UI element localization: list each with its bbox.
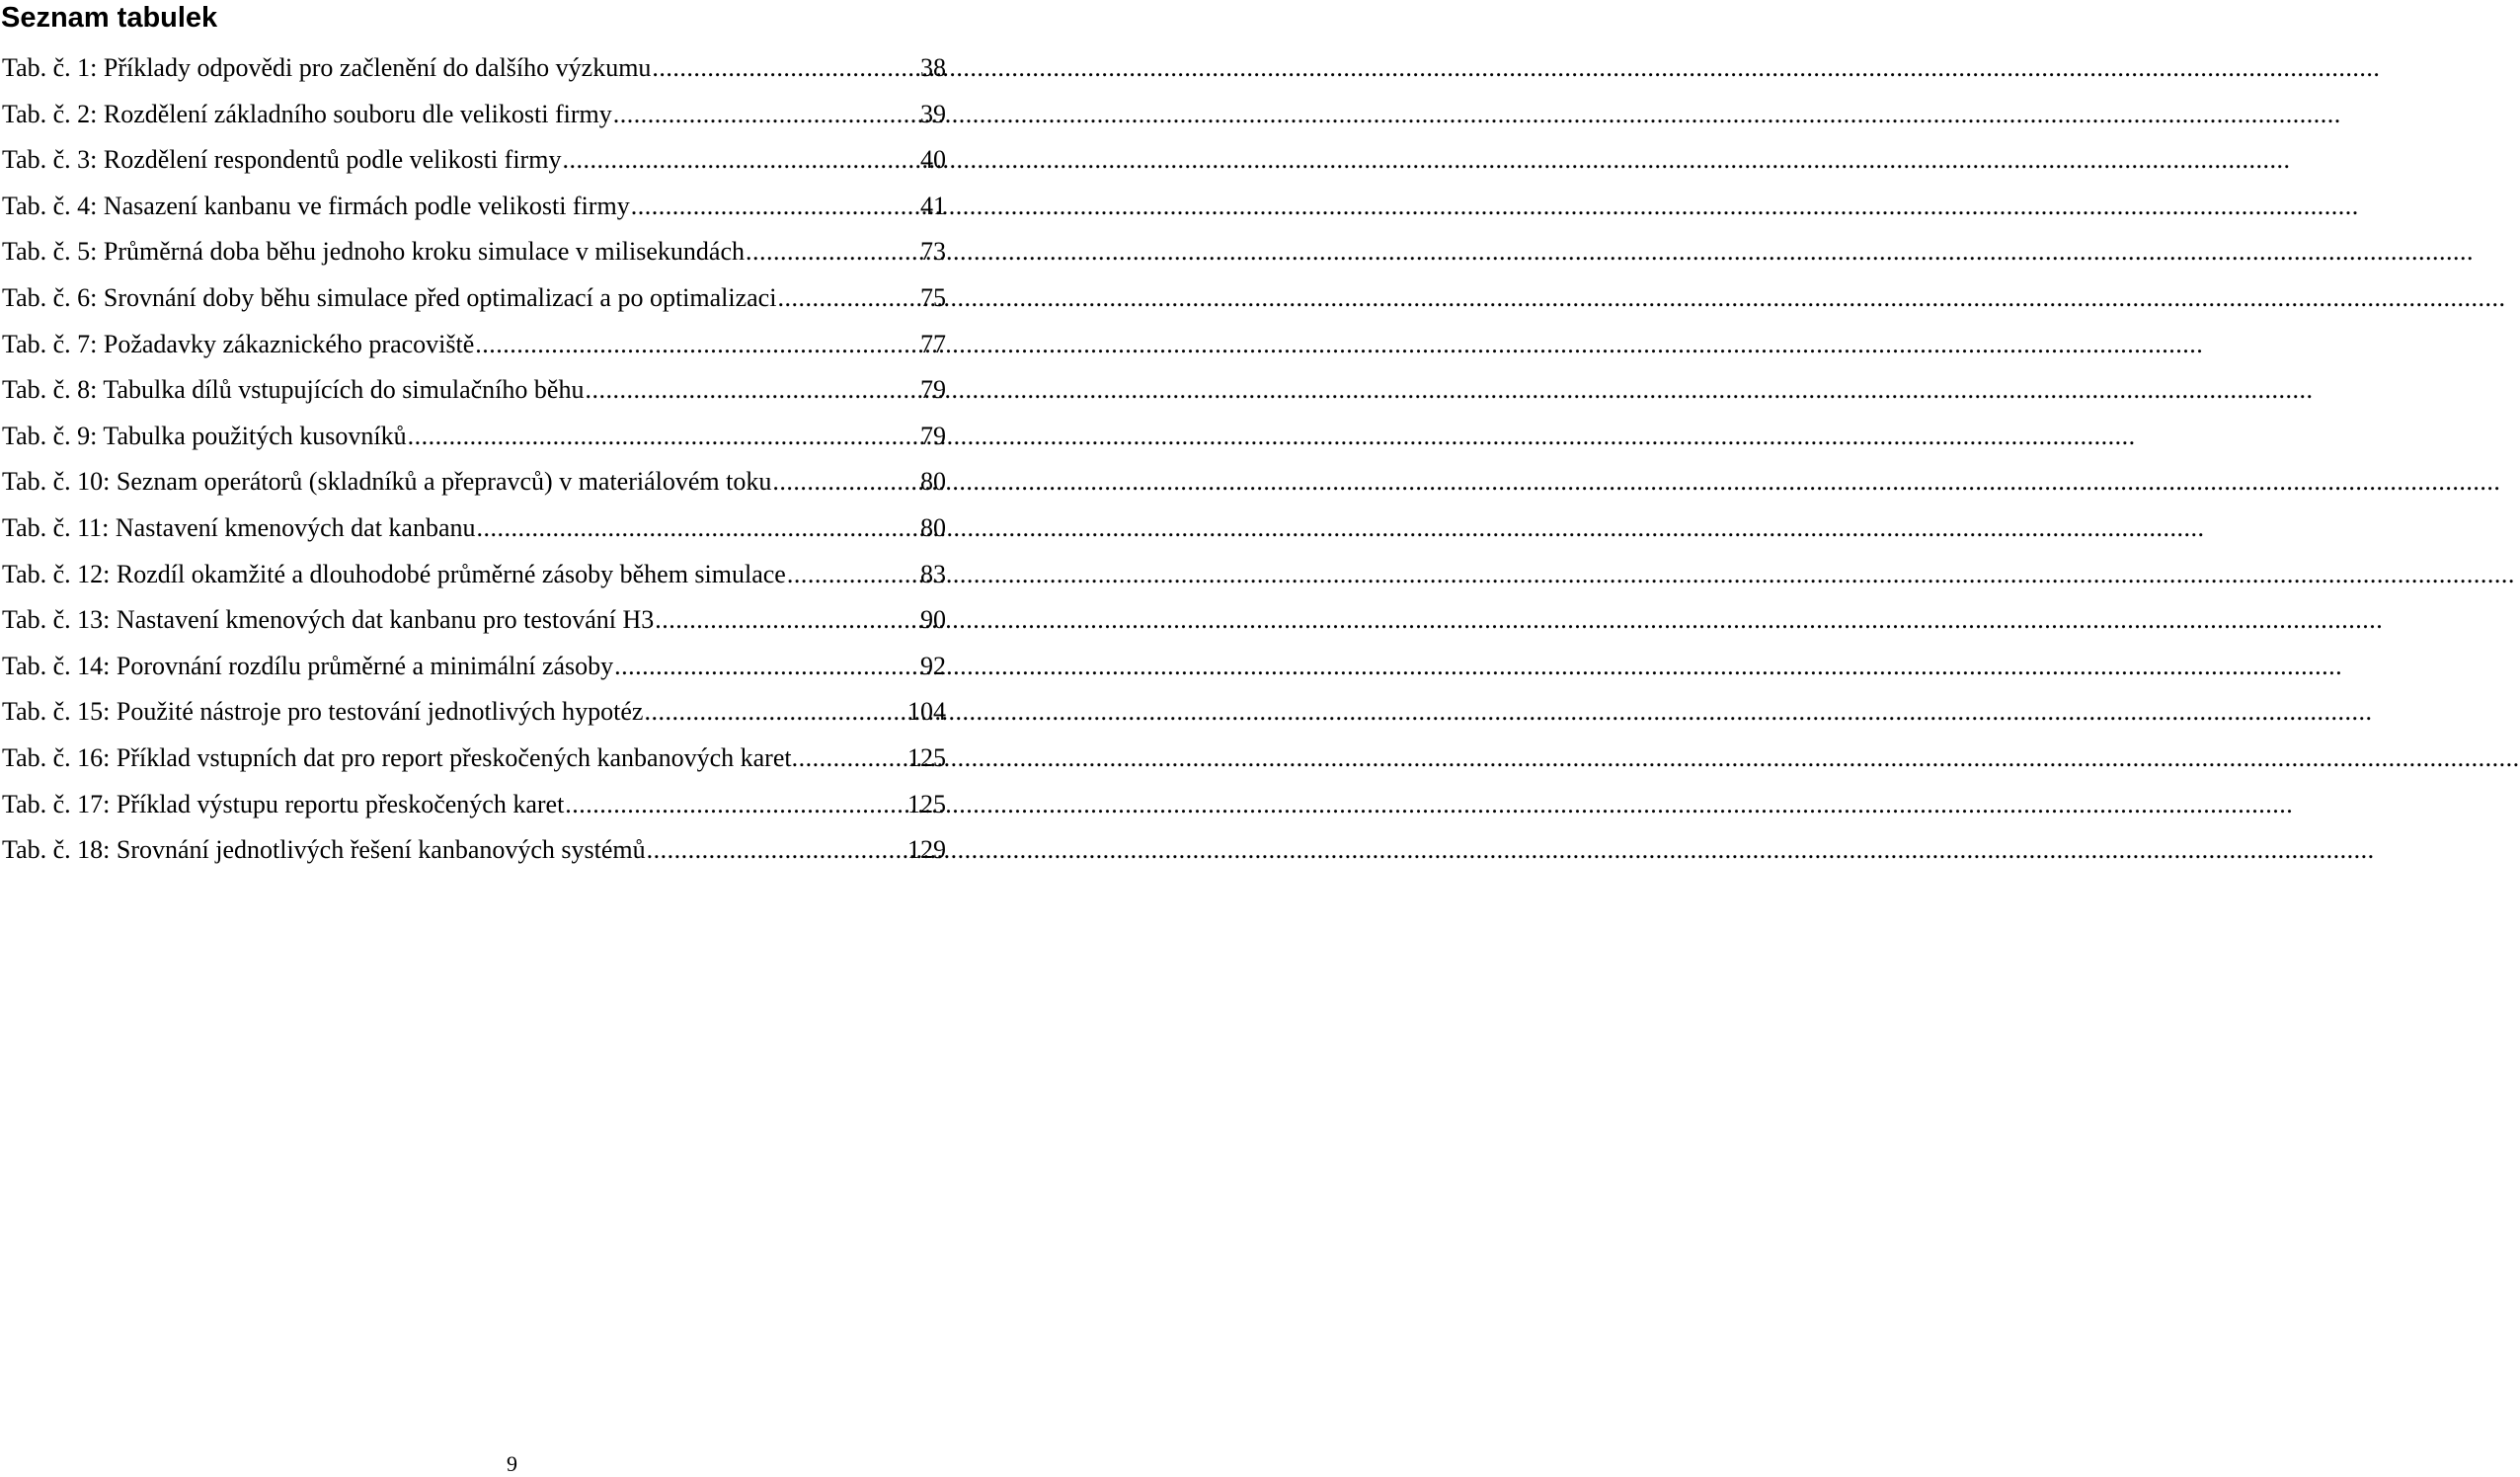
toc-entry[interactable] [0,184,948,230]
toc-entry-page: 125 [907,742,946,772]
toc-entry-page: 75 [920,282,946,312]
toc-entry[interactable] [0,459,948,505]
toc-entry-page: 38 [920,53,946,82]
toc-entry-label: Tab. č. 12: Rozdíl okamžité a dlouhodobé průměrné zásoby během simulace [2,559,786,588]
dot-leader [655,597,919,644]
dot-leader [644,689,906,736]
toc-entry-page: 92 [920,651,946,680]
toc-entry-page: 125 [907,789,946,818]
toc-entry-page: 80 [920,512,946,542]
toc-entry-label: Tab. č. 6: Srovnání doby běhu simulace před optimalizací a po optimalizaci [2,282,777,312]
toc-entry[interactable] [0,736,948,782]
toc-entry-page: 80 [920,467,946,497]
toc-entry[interactable] [0,782,948,828]
dot-leader [787,552,919,598]
dot-leader [585,367,919,414]
toc-entry-label: Tab. č. 1: Příklady odpovědi pro začlenění do dalšího výzkumu [2,53,652,82]
toc-entry-page: 39 [920,99,946,128]
toc-entry-page: 104 [907,697,946,727]
page-title: Seznam tabulek [1,2,218,34]
page-number: 9 [507,1451,517,1476]
dot-leader [792,736,907,782]
toc-entry[interactable] [0,597,948,644]
toc-entry-page: 83 [920,559,946,588]
toc-entry[interactable] [0,644,948,690]
toc-entry[interactable] [0,275,948,322]
toc-entry[interactable] [0,505,948,552]
toc-entry-label: Tab. č. 15: Použité nástroje pro testování jednotlivých hypotéz [2,697,644,727]
toc-entry-label: Tab. č. 8: Tabulka dílů vstupujících do simulačního běhu [2,375,585,405]
toc-entry-label: Tab. č. 16: Příklad vstupních dat pro report přeskočených kanbanových karet [2,742,792,772]
table-list [0,45,948,874]
dot-leader [408,414,919,460]
toc-entry-label: Tab. č. 18: Srovnání jednotlivých řešení kanbanových systémů [2,835,646,865]
dot-leader [647,827,906,874]
toc-entry-page: 79 [920,375,946,405]
toc-entry-page: 41 [920,191,946,220]
toc-entry-label: Tab. č. 17: Příklad výstupu reportu přeskočených karet [2,789,565,818]
toc-entry-page: 79 [920,421,946,450]
toc-entry-label: Tab. č. 14: Porovnání rozdílu průměrné a minimální zásoby [2,651,614,680]
toc-entry-label: Tab. č. 11: Nastavení kmenových dat kanbanu [2,512,476,542]
dot-leader [614,644,919,690]
toc-entry[interactable] [0,137,948,184]
dot-leader [652,45,919,92]
toc-entry[interactable] [0,322,948,368]
toc-entry-page: 129 [907,835,946,865]
toc-entry[interactable] [0,827,948,874]
toc-entry[interactable] [0,367,948,414]
dot-leader [746,229,919,275]
toc-entry-label: Tab. č. 10: Seznam operátorů (skladníků a přepravců) v materiálovém toku [2,467,772,497]
dot-leader [477,505,919,552]
toc-entry-label: Tab. č. 9: Tabulka použitých kusovníků [2,421,407,450]
toc-entry[interactable] [0,414,948,460]
dot-leader [772,459,919,505]
toc-entry[interactable] [0,229,948,275]
toc-entry-page: 77 [920,329,946,358]
dot-leader [475,322,919,368]
toc-entry-label: Tab. č. 4: Nasazení kanbanu ve firmách podle velikosti firmy [2,191,630,220]
toc-entry-label: Tab. č. 3: Rozdělení respondentů podle velikosti firmy [2,145,562,175]
toc-entry-label: Tab. č. 5: Průměrná doba běhu jednoho kroku simulace v milisekundách [2,237,745,267]
toc-entry-label: Tab. č. 7: Požadavky zákaznického pracoviště [2,329,475,358]
dot-leader [777,275,919,322]
toc-entry-page: 90 [920,605,946,635]
toc-entry-page: 73 [920,237,946,267]
toc-entry-page: 40 [920,145,946,175]
toc-entry[interactable] [0,689,948,736]
toc-entry[interactable] [0,92,948,138]
toc-entry-label: Tab. č. 2: Rozdělení základního souboru dle velikosti firmy [2,99,612,128]
dot-leader [562,137,919,184]
toc-entry[interactable] [0,45,948,92]
dot-leader [613,92,919,138]
toc-entry-label: Tab. č. 13: Nastavení kmenových dat kanbanu pro testování H3 [2,605,655,635]
dot-leader [565,782,906,828]
dot-leader [631,184,919,230]
toc-entry[interactable] [0,552,948,598]
